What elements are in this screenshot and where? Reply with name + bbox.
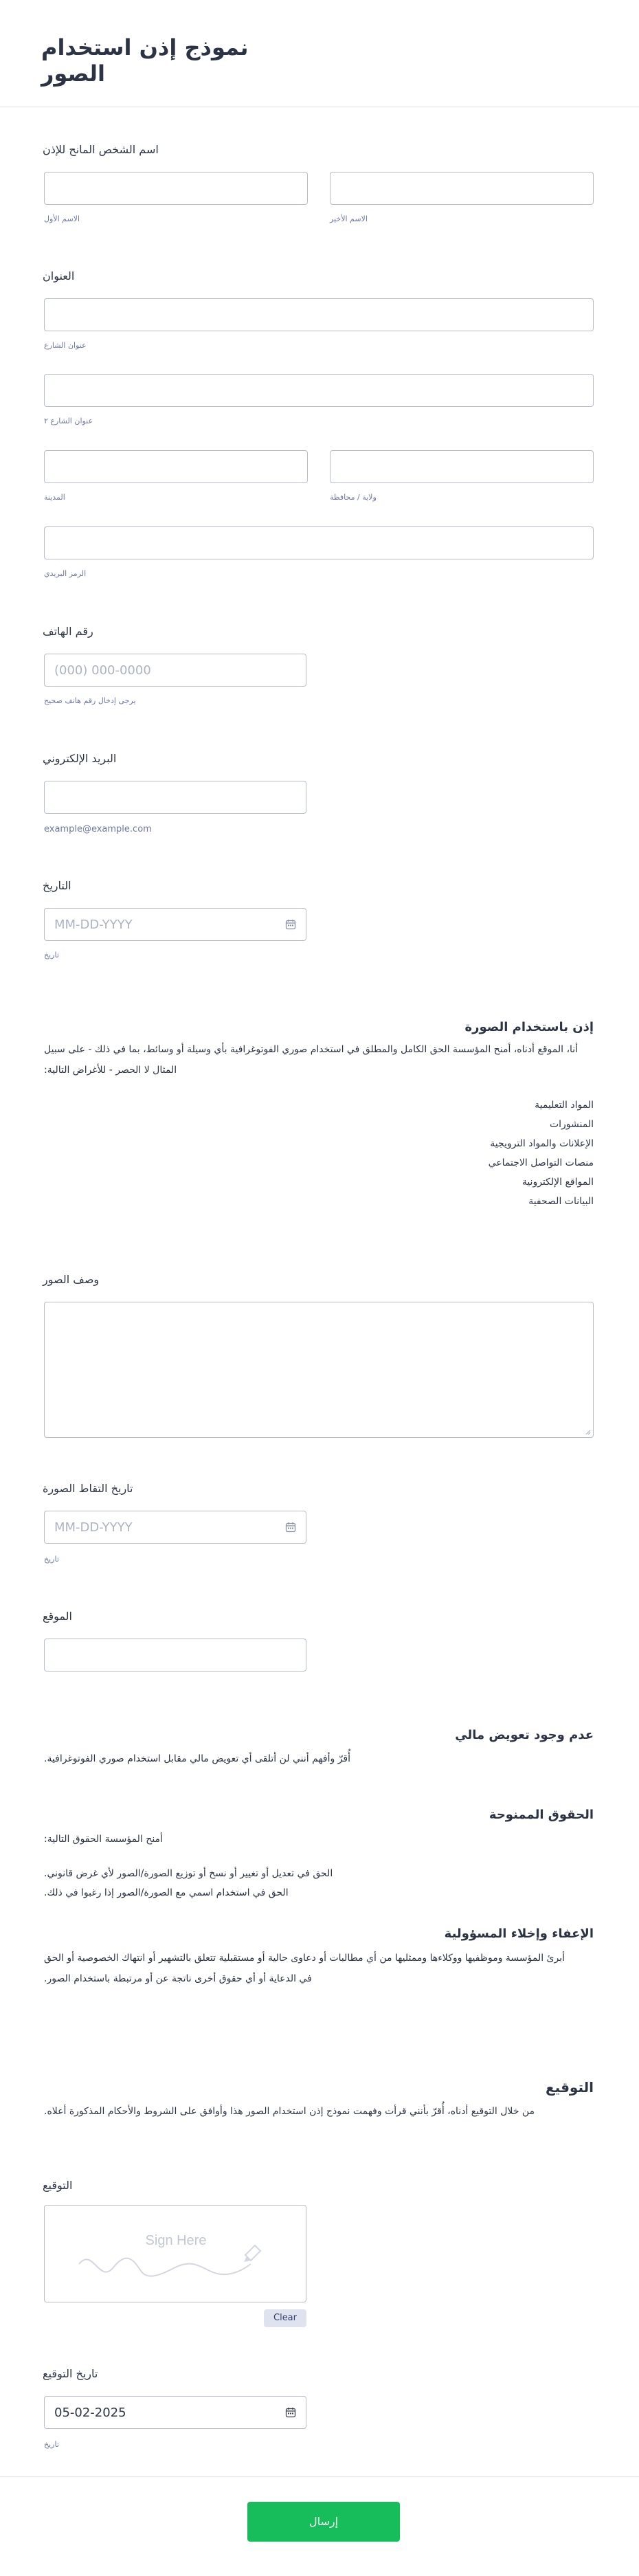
email-sublabel: example@example.com	[44, 824, 152, 834]
permission-item: المواقع الإلكترونية	[522, 1177, 594, 1188]
last-name-input[interactable]	[330, 172, 594, 205]
rights-item1: الحق في تعديل أو تغيير أو نسخ أو توزيع الصورة/الصور لأي غرض قانوني.	[44, 1868, 333, 1879]
no-compensation-text: أُقرّ وأفهم أنني لن أتلقى أي تعويض مالي مقابل استخدام صوري الفوتوغرافية.	[44, 1753, 351, 1764]
phone-placeholder: (000) 000-0000	[54, 663, 151, 678]
photo-description-textarea[interactable]	[44, 1302, 594, 1438]
calendar-icon[interactable]	[285, 1522, 296, 1533]
submit-button[interactable]: إرسال	[247, 2502, 400, 2542]
signature-pad[interactable]	[44, 2205, 306, 2302]
photo-date-input[interactable]	[44, 1511, 306, 1544]
name-label: اسم الشخص المانح للإذن	[43, 143, 159, 156]
signature-section-title: التوقيع	[546, 2079, 594, 2096]
state-sublabel: ولاية / محافظة	[330, 493, 377, 502]
date-placeholder: MM-DD-YYYY	[54, 918, 133, 932]
footer-divider	[0, 2476, 639, 2477]
first-name-input[interactable]	[44, 172, 308, 205]
release-line1: أبرئ المؤسسة وموظفيها ووكلاءها وممثليها من أي مطالبات أو دعاوى حالية أو مستقبلية تتعلق بالتشهير أو انتهاك الخصوصية أو الحق	[44, 1953, 565, 1964]
rights-title: الحقوق الممنوحة	[489, 1808, 594, 1822]
date-label: التاريخ	[43, 879, 71, 892]
signature-date-sublabel: تاريخ	[44, 2440, 59, 2449]
phone-label: رقم الهاتف	[43, 625, 93, 638]
zip-input[interactable]	[44, 526, 594, 559]
address-label: العنوان	[43, 269, 75, 282]
zip-sublabel: الرمز البريدي	[44, 569, 87, 578]
calendar-icon[interactable]	[285, 2407, 296, 2418]
date-input[interactable]	[44, 908, 306, 941]
calendar-icon[interactable]	[285, 919, 296, 930]
signature-date-value: 05-02-2025	[54, 2406, 126, 2420]
signature-section-text: من خلال التوقيع أدناه، أُقرّ بأنني قرأت وفهمت نموذج إذن استخدام الصور هذا وأوافق على الشروط والأحكام المذكورة أعلاه.	[44, 2106, 535, 2117]
permission-item: البيانات الصحفية	[528, 1196, 594, 1207]
street-address-sublabel: عنوان الشارع	[44, 341, 87, 350]
location-label: الموقع	[43, 1610, 72, 1623]
state-input[interactable]	[330, 450, 594, 483]
email-input[interactable]	[44, 781, 306, 814]
last-name-sublabel: الاسم الأخير	[330, 214, 368, 223]
rights-intro: أمنح المؤسسة الحقوق التالية:	[44, 1834, 163, 1845]
permission-title: إذن باستخدام الصورة	[464, 1020, 594, 1034]
no-compensation-title: عدم وجود تعويض مالي	[455, 1728, 594, 1742]
permission-line1: أنا، الموقع أدناه، أمنح المؤسسة الحق الكامل والمطلق في استخدام صوري الفوتوغرافية بأي وسيلة أو وسائط، بما في ذلك - على سبيل	[44, 1044, 579, 1055]
resize-handle-icon[interactable]	[585, 1430, 591, 1435]
photo-date-sublabel: تاريخ	[44, 1555, 59, 1564]
street-address-input[interactable]	[44, 298, 594, 331]
release-line2: في الدعاية أو أي حقوق أخرى ناتجة عن أو مرتبطة باستخدام الصور.	[44, 1973, 312, 1984]
permission-line2: المثال لا الحصر - للأغراض التالية:	[44, 1065, 177, 1076]
city-input[interactable]	[44, 450, 308, 483]
phone-input[interactable]	[44, 654, 306, 687]
signature-date-input[interactable]	[44, 2396, 306, 2429]
date-sublabel: تاريخ	[44, 951, 59, 959]
release-title: الإعفاء وإخلاء المسؤولية	[444, 1927, 594, 1941]
email-label: البريد الإلكتروني	[43, 752, 117, 765]
permission-item: المنشورات	[549, 1119, 594, 1130]
street-address2-input[interactable]	[44, 374, 594, 407]
signature-placeholder: Sign Here	[145, 2233, 207, 2248]
signature-label: التوقيع	[43, 2179, 73, 2192]
photo-date-placeholder: MM-DD-YYYY	[54, 1520, 133, 1535]
photo-description-label: وصف الصور	[43, 1273, 100, 1286]
first-name-sublabel: الاسم الأول	[44, 214, 80, 223]
city-sublabel: المدينة	[44, 493, 65, 502]
permission-item: منصات التواصل الاجتماعي	[488, 1157, 594, 1168]
clear-signature-button[interactable]: Clear	[264, 2309, 306, 2327]
location-input[interactable]	[44, 1639, 306, 1672]
permission-item: المواد التعليمية	[535, 1100, 594, 1111]
phone-sublabel: يرجى إدخال رقم هاتف صحيح	[44, 696, 136, 705]
permission-item: الإعلانات والمواد الترويجية	[490, 1138, 594, 1149]
signature-date-label: تاريخ التوقيع	[43, 2367, 98, 2380]
street-address2-sublabel: عنوان الشارع ٢	[44, 417, 93, 425]
page-title: نموذج إذن استخدام الصور	[41, 34, 249, 87]
rights-item2: الحق في استخدام اسمي مع الصورة/الصور إذا رغبوا في ذلك.	[44, 1887, 289, 1898]
photo-date-label: تاريخ التقاط الصورة	[43, 1482, 133, 1495]
